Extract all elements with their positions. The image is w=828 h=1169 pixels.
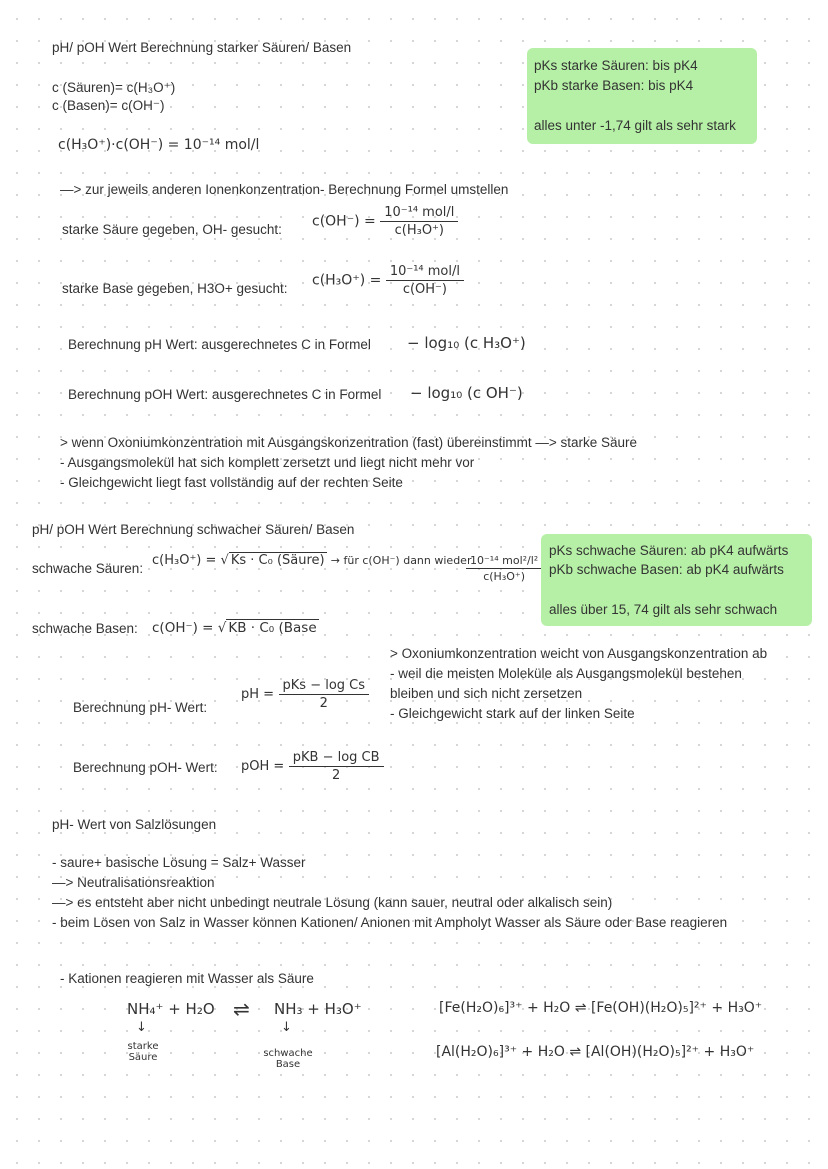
weak-acids-then: → für c(OH⁻) dann wieder (330, 554, 472, 567)
base-formula (312, 264, 464, 297)
salt-line-2: —> Neutralisationsreaktion (52, 875, 215, 890)
acid-formula (312, 205, 458, 238)
weak-bases-root: KB · C₀ (Base (228, 620, 317, 636)
weak-poh-formula (241, 750, 384, 783)
info-box-weak-line3: alles über 15, 74 gilt als sehr schwach (549, 602, 778, 617)
weak-acids-fraction-numerator: 10⁻¹⁴ mol²/l² (466, 554, 542, 569)
acid-given-label: starke Säure gegeben, OH- gesucht: (62, 222, 282, 237)
weak-ph-denominator: 2 (319, 696, 328, 711)
weak-ph-label: Berechnung pH- Wert: (73, 700, 208, 715)
weak-acids-formula-lhs: c(H₃O⁺) = (152, 553, 217, 568)
ionic-product-formula: c(H₃O⁺)·c(OH⁻) = 10⁻¹⁴ mol/l (58, 137, 260, 153)
weak-acids-label: schwache Säuren: (32, 561, 144, 576)
poh-calc-label: Berechnung pOH Wert: ausgerechnetes C in Formel (68, 387, 382, 402)
ph-formula: − log₁₀ (c H₃O⁺) (407, 334, 526, 352)
info-box-strong-line2: pKb starke Basen: bis pK4 (534, 78, 694, 93)
eq1-left: NH₄⁺ + H₂O (127, 1000, 215, 1018)
base-formula-numerator: 10⁻¹⁴ mol/l (386, 264, 464, 281)
weak-bases-formula: c(OH⁻) = √ KB · C₀ (Base (152, 620, 317, 636)
weak-acids-formula: c(H₃O⁺) = √ Ks · C₀ (Säure) → für c(OH⁻) dann wieder (152, 553, 472, 568)
section-title-salt: pH- Wert von Salzlösungen (52, 817, 217, 832)
salt-line-3: —> es entsteht aber nicht unbedingt neutrale Lösung (kann sauer, neutral oder alkalisch sein) (52, 895, 613, 910)
weak-ph-lhs: pH = (241, 687, 275, 702)
strong-note-1: > wenn Oxoniumkonzentration mit Ausgangskonzentration (fast) übereinstimmt —> starke Säure (60, 435, 638, 450)
acid-formula-fraction (380, 205, 458, 238)
eq1-down-arrow-left: ↓ (136, 1020, 147, 1035)
weak-note-2: - weil die meisten Moleküle als Ausgangsmolekül bestehen (390, 666, 742, 681)
weak-poh-numerator: pKB − log CB (289, 750, 384, 767)
base-formula-lhs: c(H₃O⁺) = (312, 272, 382, 289)
weak-ph-numerator: pKs − log Cs (279, 678, 370, 695)
section-title-strong: pH/ pOH Wert Berechnung starker Säuren/ Basen (52, 40, 352, 55)
info-box-weak (541, 534, 812, 626)
eq1-right: NH₃ + H₃O⁺ (274, 1000, 362, 1018)
weak-note-4: - Gleichgewicht stark auf der linken Seite (390, 706, 635, 721)
cations-note: - Kationen reagieren mit Wasser als Säure (60, 971, 314, 986)
rearrange-note: —> zur jeweils anderen Ionenkonzentration- Berechnung Formel umstellen (60, 182, 509, 197)
salt-line-1: - saure+ basische Lösung = Salz+ Wasser (52, 855, 306, 870)
salt-line-4: - beim Lösen von Salz in Wasser können Kationen/ Anionen mit Ampholyt Wasser als Säure oder Base reagieren (52, 915, 728, 930)
weak-poh-denominator: 2 (332, 768, 341, 783)
eq2-iron: [Fe(H₂O)₆]³⁺ + H₂O ⇌ [Fe(OH)(H₂O)₅]²⁺ + H₃O⁺ (439, 1000, 763, 1016)
eq1-arrow: ⇌ (233, 997, 250, 1021)
base-given-label: starke Base gegeben, H3O+ gesucht: (62, 281, 288, 296)
weak-note-1: > Oxoniumkonzentration weicht von Ausgangskonzentration ab (390, 646, 768, 661)
def-base: c (Basen)= c(OH⁻) (52, 98, 165, 113)
def-acid: c (Säuren)= c(H₃O⁺) (52, 80, 176, 95)
info-box-strong-line3: alles unter -1,74 gilt als sehr stark (534, 118, 736, 133)
strong-note-3: - Gleichgewicht liegt fast vollständig auf der rechten Seite (60, 475, 403, 490)
ph-calc-label: Berechnung pH Wert: ausgerechnetes C in Formel (68, 337, 371, 352)
eq3-aluminium: [Al(H₂O)₆]³⁺ + H₂O ⇌ [Al(OH)(H₂O)₅]²⁺ + H₃O⁺ (436, 1044, 755, 1060)
poh-formula: − log₁₀ (c OH⁻) (410, 384, 523, 402)
weak-poh-label: Berechnung pOH- Wert: (73, 760, 218, 775)
acid-formula-denominator: c(H₃O⁺) (394, 223, 444, 238)
weak-acids-root: Ks · C₀ (Säure) (230, 553, 325, 568)
base-formula-fraction (386, 264, 464, 297)
section-title-weak: pH/ pOH Wert Berechnung schwacher Säuren/ Basen (32, 522, 355, 537)
weak-acids-fraction-denominator: c(H₃O⁺) (483, 570, 525, 583)
weak-bases-label: schwache Basen: (32, 621, 138, 636)
info-box-weak-line1: pKs schwache Säuren: ab pK4 aufwärts (549, 543, 789, 558)
eq1-down-arrow-right: ↓ (281, 1020, 292, 1035)
weak-poh-lhs: pOH = (241, 759, 285, 774)
strong-note-2: - Ausgangsmolekül hat sich komplett zersetzt und liegt nicht mehr vor (60, 455, 475, 470)
info-box-strong-line1: pKs starke Säuren: bis pK4 (534, 58, 698, 73)
eq1-label-weak-base: schwache Base (263, 1048, 313, 1070)
weak-note-3: bleiben und sich nicht zersetzen (390, 686, 583, 701)
info-box-weak-line2: pKb schwache Basen: ab pK4 aufwärts (549, 562, 784, 577)
weak-ph-formula (241, 678, 369, 711)
info-box-strong (527, 48, 757, 144)
eq1-label-strong-acid: starke Säure (127, 1041, 159, 1063)
acid-formula-lhs: c(OH⁻) = (312, 213, 376, 230)
base-formula-denominator: c(OH⁻) (402, 282, 447, 297)
weak-bases-formula-lhs: c(OH⁻) = (152, 620, 214, 636)
weak-acids-fraction (466, 554, 542, 583)
acid-formula-numerator: 10⁻¹⁴ mol/l (380, 205, 458, 222)
